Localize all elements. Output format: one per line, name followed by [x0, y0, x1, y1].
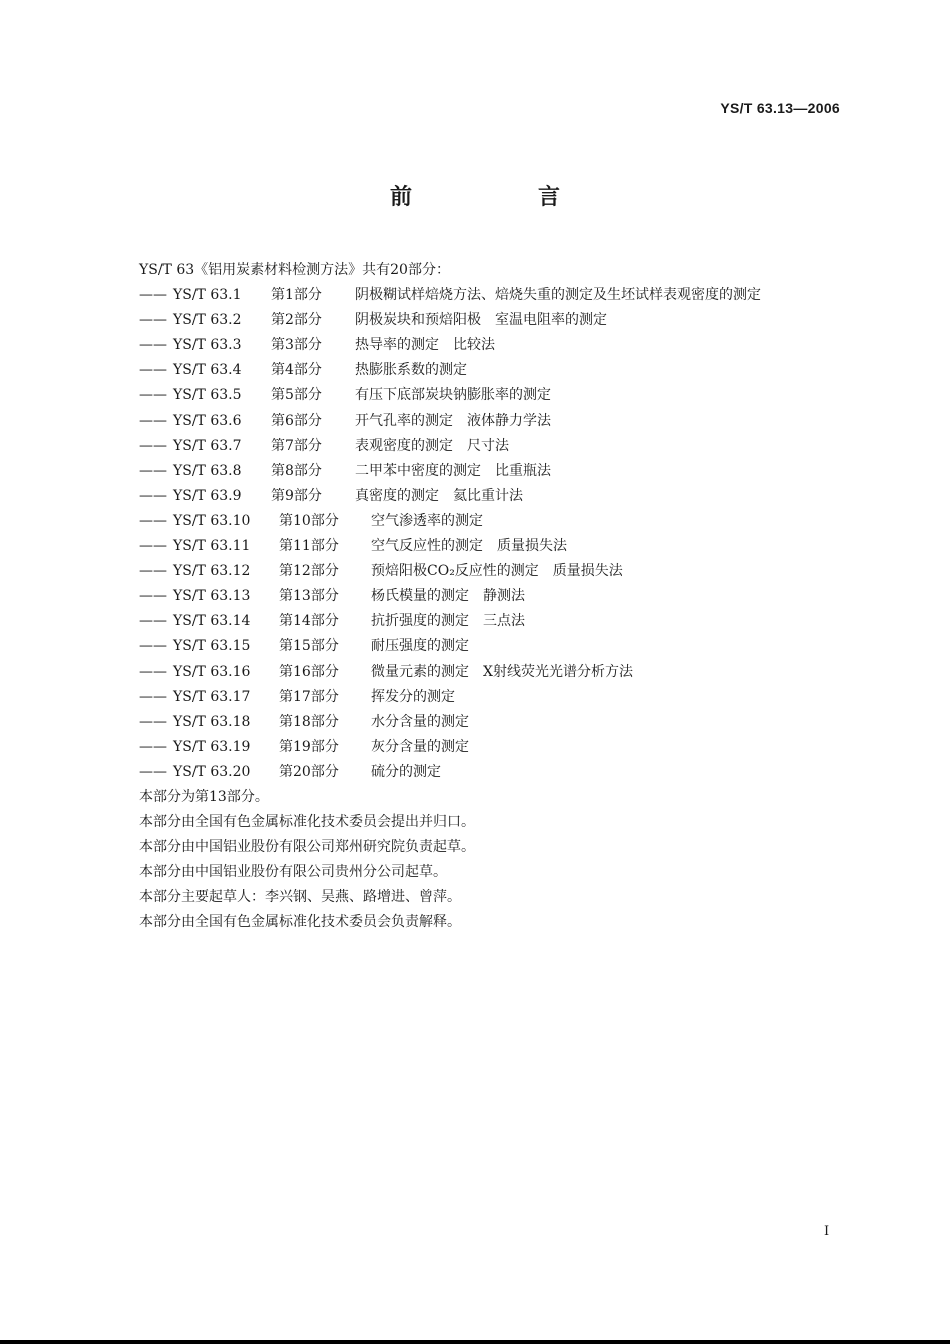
part-title: 阴极炭块和预焙阳极 室温电阻率的测定 [355, 312, 607, 329]
em-dash: —— [139, 688, 167, 705]
part-title: 有压下底部炭块钠膨胀率的测定 [355, 387, 551, 404]
part-list-item [139, 358, 859, 383]
part-number: 第1部分 [271, 287, 322, 304]
em-dash: —— [139, 337, 167, 354]
part-title: 开气孔率的测定 液体静力学法 [355, 412, 551, 429]
page-title: 前 言 [389, 185, 612, 210]
part-number: 第14部分 [279, 613, 339, 630]
part-number: 第15部分 [279, 638, 339, 655]
parts-list [139, 283, 859, 785]
part-list-item [139, 534, 859, 559]
part-title: 预焙阳极CO₂反应性的测定 质量损失法 [371, 563, 623, 580]
part-title: 真密度的测定 氦比重计法 [355, 487, 523, 504]
part-number: 第3部分 [271, 337, 322, 354]
em-dash: —— [139, 412, 167, 429]
part-number: 第11部分 [279, 538, 339, 555]
page-number: I [824, 1224, 830, 1239]
part-number: 第2部分 [271, 312, 322, 329]
part-title: 灰分含量的测定 [371, 738, 469, 755]
part-list-item [139, 609, 859, 634]
part-code: YS/T 63.13 [173, 588, 251, 605]
part-number: 第20部分 [279, 763, 339, 780]
part-code: YS/T 63.17 [173, 688, 251, 705]
part-number: 第16部分 [279, 663, 339, 680]
part-number: 第9部分 [271, 487, 322, 504]
part-title: 耐压强度的测定 [371, 638, 469, 655]
part-list-item [139, 735, 859, 760]
part-title: 阴极糊试样焙烧方法、焙烧失重的测定及生坯试样表观密度的测定 [355, 287, 761, 304]
part-list-item [139, 434, 859, 459]
part-list-item [139, 760, 859, 785]
part-code: YS/T 63.20 [173, 763, 251, 780]
part-list-item [139, 634, 859, 659]
em-dash: —— [139, 663, 167, 680]
em-dash: —— [139, 763, 167, 780]
part-code: YS/T 63.14 [173, 613, 251, 630]
part-number: 第13部分 [279, 588, 339, 605]
part-code: YS/T 63.8 [173, 462, 242, 479]
em-dash: —— [139, 738, 167, 755]
bottom-rule [0, 1340, 950, 1344]
part-number: 第5部分 [271, 387, 322, 404]
part-list-item [139, 710, 859, 735]
closing-paragraph: 本部分由中国铝业股份有限公司郑州研究院负责起草。 [139, 839, 475, 856]
part-list-item [139, 559, 859, 584]
part-number: 第7部分 [271, 437, 322, 454]
part-code: YS/T 63.9 [173, 487, 242, 504]
part-code: YS/T 63.15 [173, 638, 251, 655]
em-dash: —— [139, 713, 167, 730]
foreword-body [139, 258, 859, 936]
part-title: 二甲苯中密度的测定 比重瓶法 [355, 462, 551, 479]
part-code: YS/T 63.3 [173, 337, 242, 354]
part-list-item [139, 660, 859, 685]
part-list-item [139, 283, 859, 308]
part-code: YS/T 63.7 [173, 437, 242, 454]
part-list-item [139, 509, 859, 534]
part-number: 第19部分 [279, 738, 339, 755]
closing-paragraphs [139, 785, 859, 936]
part-list-item [139, 333, 859, 358]
part-list-item [139, 685, 859, 710]
em-dash: —— [139, 387, 167, 404]
closing-paragraph: 本部分由中国铝业股份有限公司贵州分公司起草。 [139, 864, 447, 881]
part-code: YS/T 63.1 [173, 287, 242, 304]
part-code: YS/T 63.12 [173, 563, 251, 580]
part-title: 空气反应性的测定 质量损失法 [371, 538, 567, 555]
part-title: 热膨胀系数的测定 [355, 362, 467, 379]
part-title: 杨氏模量的测定 静测法 [371, 588, 525, 605]
em-dash: —— [139, 588, 167, 605]
closing-paragraph: 本部分由全国有色金属标准化技术委员会负责解释。 [139, 914, 461, 931]
part-list-item [139, 383, 859, 408]
standard-code-header: YS/T 63.13—2006 [720, 100, 840, 116]
part-list-item [139, 484, 859, 509]
part-code: YS/T 63.2 [173, 312, 242, 329]
part-title: 空气渗透率的测定 [371, 512, 483, 529]
part-title: 抗折强度的测定 三点法 [371, 613, 525, 630]
intro-line: YS/T 63《铝用炭素材料检测方法》共有20部分： [139, 262, 450, 278]
em-dash: —— [139, 638, 167, 655]
em-dash: —— [139, 437, 167, 454]
em-dash: —— [139, 312, 167, 329]
part-code: YS/T 63.6 [173, 412, 242, 429]
part-number: 第12部分 [279, 563, 339, 580]
part-code: YS/T 63.11 [173, 538, 251, 555]
closing-paragraph: 本部分主要起草人：李兴钢、吴燕、路增进、曾萍。 [139, 889, 461, 906]
part-code: YS/T 63.10 [173, 512, 251, 529]
closing-paragraph: 本部分由全国有色金属标准化技术委员会提出并归口。 [139, 814, 475, 831]
em-dash: —— [139, 538, 167, 555]
part-title: 表观密度的测定 尺寸法 [355, 437, 509, 454]
part-number: 第10部分 [279, 512, 339, 529]
part-list-item [139, 308, 859, 333]
part-number: 第8部分 [271, 462, 322, 479]
part-code: YS/T 63.16 [173, 663, 251, 680]
part-code: YS/T 63.4 [173, 362, 242, 379]
part-code: YS/T 63.18 [173, 713, 251, 730]
part-number: 第6部分 [271, 412, 322, 429]
part-list-item [139, 584, 859, 609]
part-list-item [139, 459, 859, 484]
em-dash: —— [139, 487, 167, 504]
part-title: 微量元素的测定 X射线荧光光谱分析方法 [371, 663, 633, 680]
em-dash: —— [139, 462, 167, 479]
em-dash: —— [139, 613, 167, 630]
em-dash: —— [139, 287, 167, 304]
part-title: 水分含量的测定 [371, 713, 469, 730]
part-code: YS/T 63.19 [173, 738, 251, 755]
part-number: 第18部分 [279, 713, 339, 730]
em-dash: —— [139, 362, 167, 379]
part-number: 第17部分 [279, 688, 339, 705]
part-title: 硫分的测定 [371, 763, 441, 780]
part-list-item [139, 409, 859, 434]
part-number: 第4部分 [271, 362, 322, 379]
closing-paragraph: 本部分为第13部分。 [139, 788, 269, 805]
part-title: 挥发分的测定 [371, 688, 455, 705]
part-code: YS/T 63.5 [173, 387, 242, 404]
part-title: 热导率的测定 比较法 [355, 337, 495, 354]
em-dash: —— [139, 512, 167, 529]
em-dash: —— [139, 563, 167, 580]
